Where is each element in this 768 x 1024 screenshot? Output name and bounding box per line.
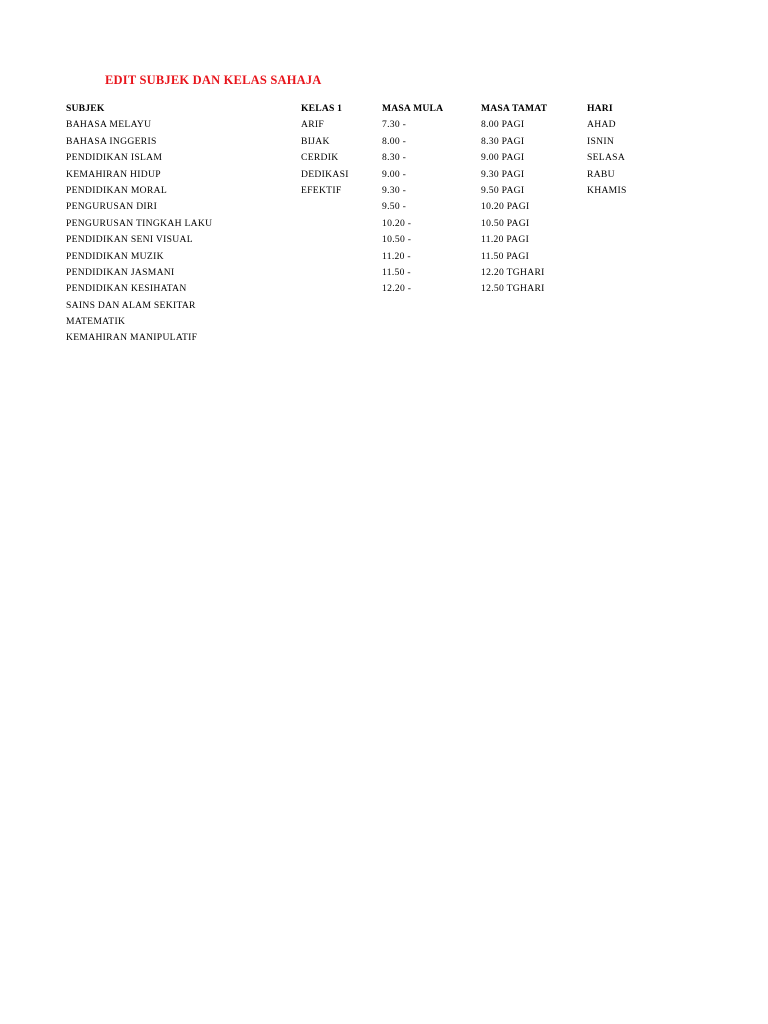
table-row bbox=[66, 298, 666, 314]
cell-subjek: SAINS DAN ALAM SEKITAR bbox=[66, 299, 196, 311]
cell-masa-mula: 8.30 - bbox=[382, 152, 407, 164]
cell-subjek: KEMAHIRAN MANIPULATIF bbox=[66, 332, 198, 344]
table-row bbox=[66, 330, 666, 346]
cell-hari: RABU bbox=[587, 168, 615, 180]
cell-masa-mula: 9.30 - bbox=[382, 184, 407, 196]
cell-masa-tamat: 11.20 PAGI bbox=[481, 234, 530, 246]
cell-masa-mula: 11.50 - bbox=[382, 266, 411, 278]
cell-kelas: BIJAK bbox=[301, 135, 330, 147]
header-hari: HARI bbox=[587, 103, 613, 114]
cell-subjek: PENDIDIKAN SENI VISUAL bbox=[66, 234, 193, 246]
table-row bbox=[66, 249, 666, 265]
table-row bbox=[66, 265, 666, 281]
table-row bbox=[66, 117, 666, 133]
cell-kelas: CERDIK bbox=[301, 152, 339, 164]
cell-masa-mula: 9.50 - bbox=[382, 201, 407, 213]
header-subjek: SUBJEK bbox=[66, 103, 105, 114]
cell-masa-tamat: 9.50 PAGI bbox=[481, 184, 525, 196]
page-title: EDIT SUBJEK DAN KELAS SAHAJA bbox=[105, 73, 322, 87]
table-row bbox=[66, 150, 666, 166]
cell-masa-mula: 11.20 - bbox=[382, 250, 411, 262]
cell-kelas: ARIF bbox=[301, 119, 325, 131]
cell-subjek: PENGURUSAN TINGKAH LAKU bbox=[66, 217, 213, 229]
cell-subjek: BAHASA MELAYU bbox=[66, 119, 152, 131]
table-row bbox=[66, 232, 666, 248]
table-row bbox=[66, 199, 666, 215]
table-row bbox=[66, 314, 666, 330]
cell-subjek: PENDIDIKAN ISLAM bbox=[66, 152, 163, 164]
cell-masa-mula: 10.20 - bbox=[382, 217, 412, 229]
table-body bbox=[66, 117, 666, 346]
cell-masa-mula: 7.30 - bbox=[382, 119, 407, 131]
cell-kelas: DEDIKASI bbox=[301, 168, 349, 180]
header-masa-tamat: MASA TAMAT bbox=[481, 103, 548, 114]
table-row bbox=[66, 167, 666, 183]
table-row bbox=[66, 183, 666, 199]
cell-hari: AHAD bbox=[587, 119, 616, 131]
cell-subjek: KEMAHIRAN HIDUP bbox=[66, 168, 161, 180]
cell-subjek: PENDIDIKAN KESIHATAN bbox=[66, 283, 187, 295]
cell-subjek: PENDIDIKAN MUZIK bbox=[66, 250, 164, 262]
cell-masa-tamat: 10.50 PAGI bbox=[481, 217, 530, 229]
cell-masa-tamat: 10.20 PAGI bbox=[481, 201, 530, 213]
table-row bbox=[66, 216, 666, 232]
cell-subjek: PENDIDIKAN MORAL bbox=[66, 184, 167, 196]
header-kelas: KELAS 1 bbox=[301, 103, 343, 114]
table-row bbox=[66, 281, 666, 297]
cell-masa-mula: 9.00 - bbox=[382, 168, 407, 180]
cell-subjek: MATEMATIK bbox=[66, 316, 126, 328]
cell-masa-mula: 12.20 - bbox=[382, 283, 412, 295]
cell-masa-tamat: 12.20 TGHARI bbox=[481, 266, 545, 278]
cell-masa-tamat: 12.50 TGHARI bbox=[481, 283, 545, 295]
cell-hari: ISNIN bbox=[587, 135, 615, 147]
cell-kelas: EFEKTIF bbox=[301, 184, 342, 196]
cell-masa-tamat: 11.50 PAGI bbox=[481, 250, 530, 262]
cell-masa-tamat: 8.30 PAGI bbox=[481, 135, 525, 147]
cell-masa-mula: 8.00 - bbox=[382, 135, 407, 147]
cell-subjek: PENDIDIKAN JASMANI bbox=[66, 266, 175, 278]
cell-hari: KHAMIS bbox=[587, 184, 627, 196]
cell-masa-mula: 10.50 - bbox=[382, 234, 412, 246]
header-masa-mula: MASA MULA bbox=[382, 103, 444, 114]
cell-masa-tamat: 9.30 PAGI bbox=[481, 168, 525, 180]
cell-hari: SELASA bbox=[587, 152, 626, 164]
cell-subjek: BAHASA INGGERIS bbox=[66, 135, 157, 147]
header-row bbox=[66, 101, 666, 117]
table-row bbox=[66, 134, 666, 150]
timetable-sheet bbox=[66, 101, 666, 347]
cell-masa-tamat: 9.00 PAGI bbox=[481, 152, 525, 164]
cell-subjek: PENGURUSAN DIRI bbox=[66, 201, 158, 213]
cell-masa-tamat: 8.00 PAGI bbox=[481, 119, 525, 131]
